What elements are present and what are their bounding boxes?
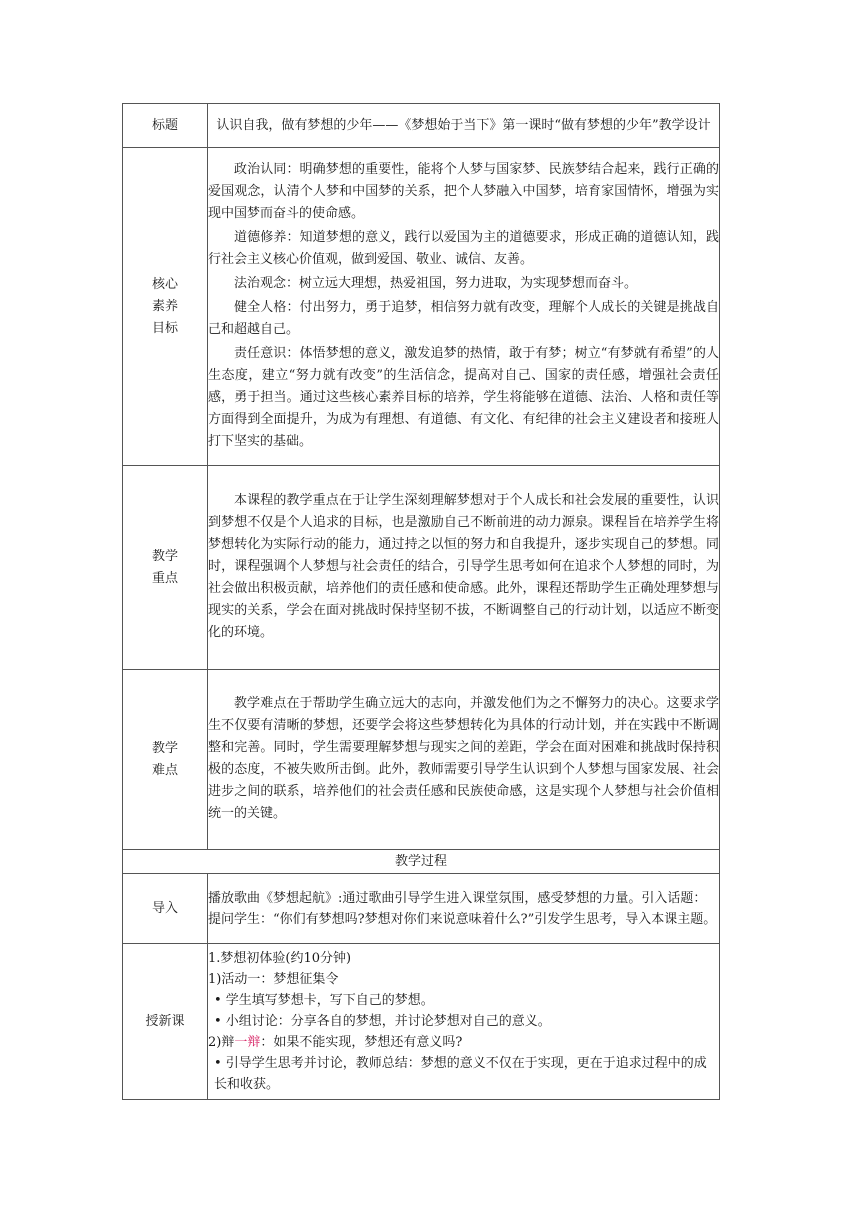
process-header: 教学过程: [123, 850, 720, 874]
core-literacy-label: [123, 148, 208, 466]
core-literacy-row: [123, 148, 720, 466]
new-lesson-content: [208, 944, 720, 1100]
teaching-focus-label: [123, 466, 208, 670]
core-paragraph-personality: 健全人格：付出努力，勇于追梦，相信努力就有改变，理解个人成长的关键是挑战自己和超越自己。: [208, 299, 719, 337]
debate-highlight: 一辩: [234, 1035, 261, 1050]
core-paragraph-responsibility: 责任意识：体悟梦想的意义，激发追梦的热情，敢于有梦；树立“有梦就有希望”的人生态度，建立“努力就有改变”的生活信念，提高对自己、国家的责任感，增强社会责任感，勇于担当。通过这些核心素养目标的培养，学生将能够在道德、法治、人格和责任等方面得到全面提升，为成为有理想、有道德、有文化、有纪律的社会主义建设者和接班人打下坚实的基础。: [208, 345, 719, 449]
difficulty-label-line: 难点: [151, 762, 178, 778]
bullet-item: • 学生填写梦想卡，写下自己的梦想。: [214, 993, 434, 1008]
intro-text: 播放歌曲《梦想起航》:通过歌曲引导学生进入课堂氛围，感受梦想的力量。引入话题：提问学生：“你们有梦想吗?梦想对你们来说意味着什么?”引发学生思考，导入本课主题。: [208, 874, 720, 944]
teaching-difficulty-row: [123, 670, 720, 850]
core-label-line: 核心: [151, 276, 178, 292]
lesson-plan-table: [122, 103, 720, 1100]
focus-label-line: 重点: [151, 570, 178, 586]
bullet-item: • 小组讨论：分享各自的梦想，并讨论梦想对自己的意义。: [214, 1014, 551, 1029]
difficulty-label-line: 教学: [151, 740, 178, 756]
activity-one-heading: 1)活动一：梦想征集令: [208, 972, 339, 987]
core-literacy-content: [208, 148, 720, 466]
core-paragraph-political: 政治认同：明确梦想的重要性，能将个人梦与国家梦、民族梦结合起来，践行正确的爱国观念，认清个人梦和中国梦的关系，把个人梦融入中国梦，培育家国情怀，增强为实现中国梦而奋斗的使命感。: [208, 161, 719, 221]
title-label: 标题: [123, 104, 208, 148]
new-lesson-row: [123, 944, 720, 1100]
intro-row: [123, 874, 720, 944]
title-value: 认识自我，做有梦想的少年——《梦想始于当下》第一课时“做有梦想的少年”教学设计: [208, 104, 720, 148]
teaching-focus-row: [123, 466, 720, 670]
teaching-difficulty-text: 教学难点在于帮助学生确立远大的志向，并激发他们为之不懈努力的决心。这要求学生不仅要有清晰的梦想，还要学会将这些梦想转化为具体的行动计划，并在实践中不断调整和完善。同时，学生需要理解梦想与现实之间的差距，学会在面对困难和挑战时保持积极的态度，不被失败所击倒。此外，教师需要引导学生认识到个人梦想与国家发展、社会进步之间的联系，培养他们的社会责任感和民族使命感，这是实现个人梦想与社会价值相统一的关键。: [208, 695, 719, 821]
intro-label: 导入: [123, 874, 208, 944]
focus-label-line: 教学: [151, 548, 178, 564]
lesson-step-heading: 1.梦想初体验(约10分钟): [208, 951, 352, 966]
teaching-focus-text: 本课程的教学重点在于让学生深刻理解梦想对于个人成长和社会发展的重要性，认识到梦想不仅是个人追求的目标，也是激励自己不断前进的动力源泉。课程旨在培养学生将梦想转化为实际行动的能力，通过持之以恒的努力和自我提升，逐步实现自己的梦想。同时，课程强调个人梦想与社会责任的结合，引导学生思考如何在追求个人梦想的同时，为社会做出积极贡献，培养他们的责任感和使命感。此外，课程还帮助学生正确处理梦想与现实的关系，学会在面对挑战时保持坚韧不拔，不断调整自己的行动计划，以适应不断变化的环境。: [208, 492, 719, 640]
teaching-difficulty-label: [123, 670, 208, 850]
core-paragraph-moral: 道德修养：知道梦想的意义，践行以爱国为主的道德要求，形成正确的道德认知，践行社会主义核心价值观，做到爱国、敬业、诚信、友善。: [208, 229, 719, 267]
core-label-line: 目标: [151, 320, 178, 336]
debate-heading: [208, 1032, 719, 1053]
debate-suffix: ：如果不能实现，梦想还有意义吗?: [260, 1035, 463, 1050]
core-label-line: 素养: [151, 298, 178, 314]
core-paragraph-law: 法治观念：树立远大理想，热爱祖国，努力进取，为实现梦想而奋斗。: [234, 275, 638, 291]
teaching-focus-content: [208, 466, 720, 670]
title-row: [123, 104, 720, 148]
debate-prefix: 2)辩: [208, 1035, 235, 1050]
teaching-difficulty-content: [208, 670, 720, 850]
new-lesson-label: 授新课: [123, 944, 208, 1100]
process-header-row: [123, 850, 720, 874]
bullet-item: • 引导学生思考并讨论，教师总结：梦想的意义不仅在于实现，更在于追求过程中的成长和收获。: [214, 1056, 707, 1092]
